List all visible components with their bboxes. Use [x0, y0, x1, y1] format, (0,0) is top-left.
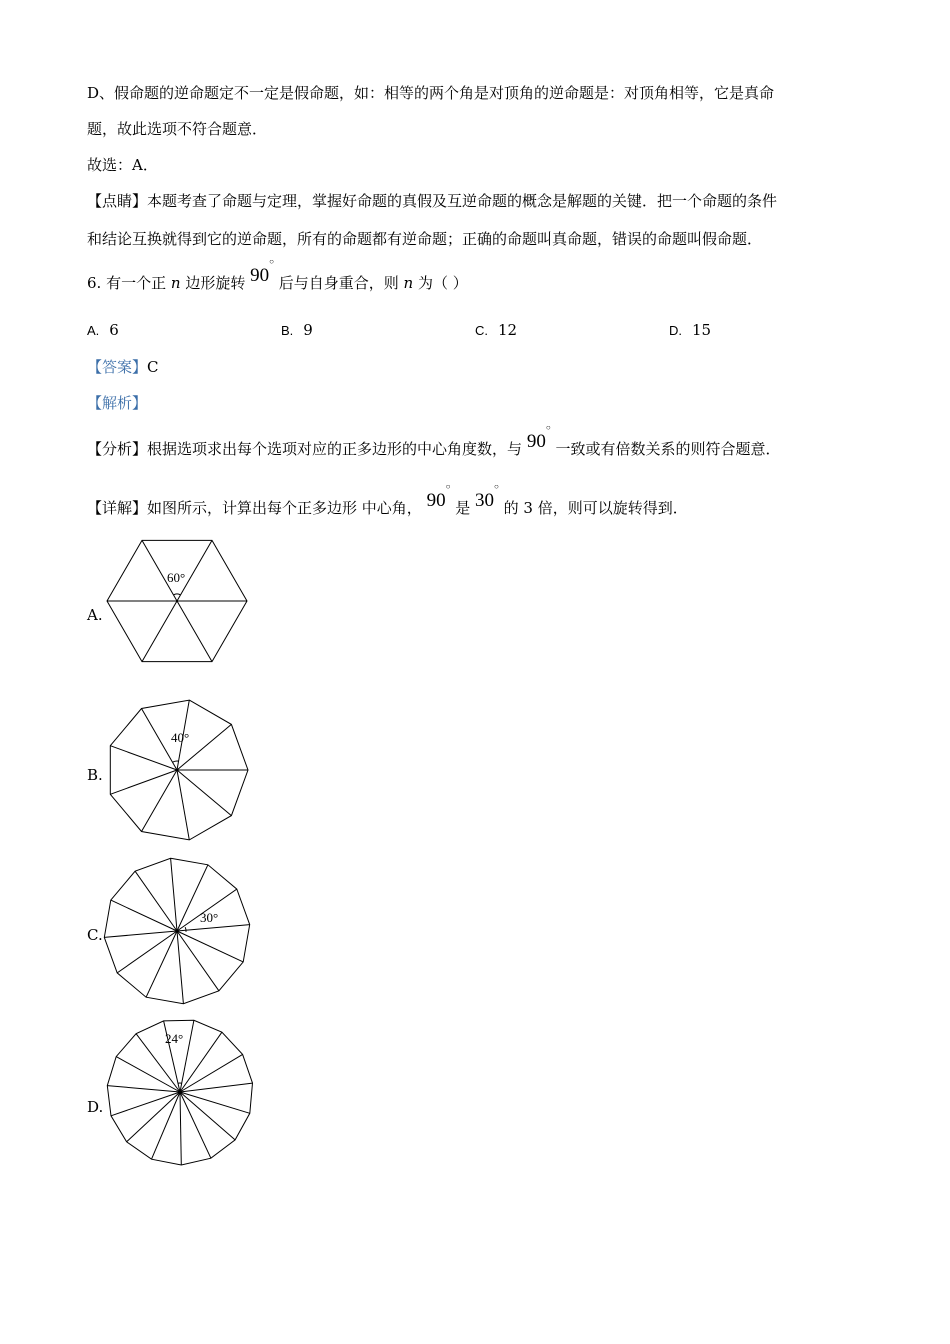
- fenxi-text1: 根据选项求出每个选项对应的正多边形的中心角度数，与: [147, 440, 523, 458]
- fenxi-tag: 【分析】: [87, 440, 148, 458]
- angle-arc: [174, 594, 181, 595]
- option-c: C. 12: [475, 321, 518, 339]
- angle-arc: [173, 761, 179, 762]
- question-angle: 90○: [250, 257, 274, 286]
- question-mid: 边形旋转: [185, 274, 246, 292]
- radius-line-5: [177, 770, 189, 840]
- radius-line-7: [180, 1092, 235, 1140]
- radius-line-10: [152, 1092, 181, 1159]
- option-a: A. 6: [87, 321, 119, 339]
- dianjing-line1: [87, 190, 777, 211]
- option-d-explanation-line1: D、假命题的逆命题定不一定是假命题，如：相等的两个角是对顶角的逆命题是：对顶角相等，它是真命: [87, 84, 775, 102]
- radius-line-8: [146, 931, 177, 997]
- radius-line-9: [117, 931, 177, 973]
- angle-label: 60°: [167, 570, 186, 585]
- xiangjie-line: [87, 482, 688, 519]
- xiangjie-angle2: 30○: [475, 482, 499, 511]
- radius-line-7: [110, 770, 177, 794]
- dianjing-tag: 【点睛】: [87, 192, 148, 210]
- radius-line-6: [177, 931, 219, 991]
- dodecagon-figure: [100, 854, 255, 1006]
- radius-line-2: [177, 601, 212, 662]
- angle-label: 40°: [171, 730, 190, 745]
- fenxi-text2: 一致或有倍数关系的则符合题意．: [555, 440, 781, 458]
- fenxi-line: [87, 423, 781, 460]
- radius-line-11: [127, 1092, 180, 1142]
- option-d-explanation-line2: 题，故此选项不符合题意．: [87, 120, 268, 138]
- radius-line-14: [116, 1057, 180, 1092]
- radius-line-12: [111, 1092, 180, 1116]
- fenxi-angle: 90○: [526, 423, 551, 452]
- xiangjie-text1: 如图所示，计算出每个正多边形 中心角，: [147, 499, 422, 517]
- hexagon-figure: [100, 534, 255, 670]
- angle-arc: [185, 927, 186, 932]
- radius-line-3: [142, 601, 177, 662]
- figure-a-label: A.: [87, 606, 103, 624]
- radius-line-9: [180, 1092, 181, 1165]
- xiangjie-text2: 是: [455, 499, 471, 517]
- radius-line-6: [142, 770, 178, 832]
- option-d: D. 15: [669, 321, 712, 339]
- xiangjie-text3: 的 3 倍，则可以旋转得到．: [503, 499, 688, 517]
- answer-line: [87, 356, 159, 377]
- figure-b-label: B.: [87, 766, 103, 784]
- figure-c-label: C.: [87, 926, 103, 944]
- radius-line-11: [111, 900, 177, 931]
- radius-line-8: [180, 1092, 211, 1158]
- choose-answer: 故选：A．: [87, 156, 158, 174]
- radius-line-6: [180, 1092, 250, 1113]
- radius-line-12: [135, 871, 177, 931]
- radius-line-1: [171, 858, 177, 931]
- answer-value: C: [147, 358, 159, 376]
- analysis-tag: 【解析】: [87, 394, 148, 412]
- figure-d-label: D.: [87, 1098, 104, 1116]
- question-suffix: 后与自身重合，则: [278, 274, 399, 292]
- radius-line-5: [180, 1083, 253, 1092]
- nonagon-figure: [100, 694, 255, 846]
- question-var-n: n: [170, 274, 181, 292]
- pentadecagon-figure: [100, 1016, 260, 1170]
- radius-line-8: [110, 746, 177, 770]
- dianjing-line2: 和结论互换就得到它的逆命题，所有的命题都有逆命题；正确的命题叫真命题，错误的命题叫假命题．: [87, 230, 763, 248]
- radius-line-5: [177, 931, 243, 962]
- question-prefix: 6. 有一个正: [87, 274, 167, 292]
- answer-tag: 【答案】: [87, 358, 148, 376]
- dianjing-text1: 本题考查了命题与定理，掌握好命题的真假及互逆命题的概念是解题的关键．把一个命题的条件: [147, 192, 778, 210]
- radius-line-4: [177, 770, 231, 816]
- angle-label: 30°: [200, 910, 219, 925]
- radius-line-4: [177, 925, 250, 931]
- question-end: 为（ ）: [418, 274, 468, 292]
- radius-line-10: [104, 931, 177, 937]
- radius-line-4: [180, 1054, 243, 1092]
- xiangjie-angle1: 90○: [426, 482, 451, 511]
- angle-label: 24°: [165, 1031, 184, 1046]
- question-6: [87, 257, 468, 294]
- xiangjie-tag: 【详解】: [87, 499, 148, 517]
- radius-line-13: [107, 1086, 180, 1092]
- question-var-n2: n: [403, 274, 414, 292]
- radius-line-7: [177, 931, 183, 1004]
- option-b: B. 9: [281, 321, 313, 339]
